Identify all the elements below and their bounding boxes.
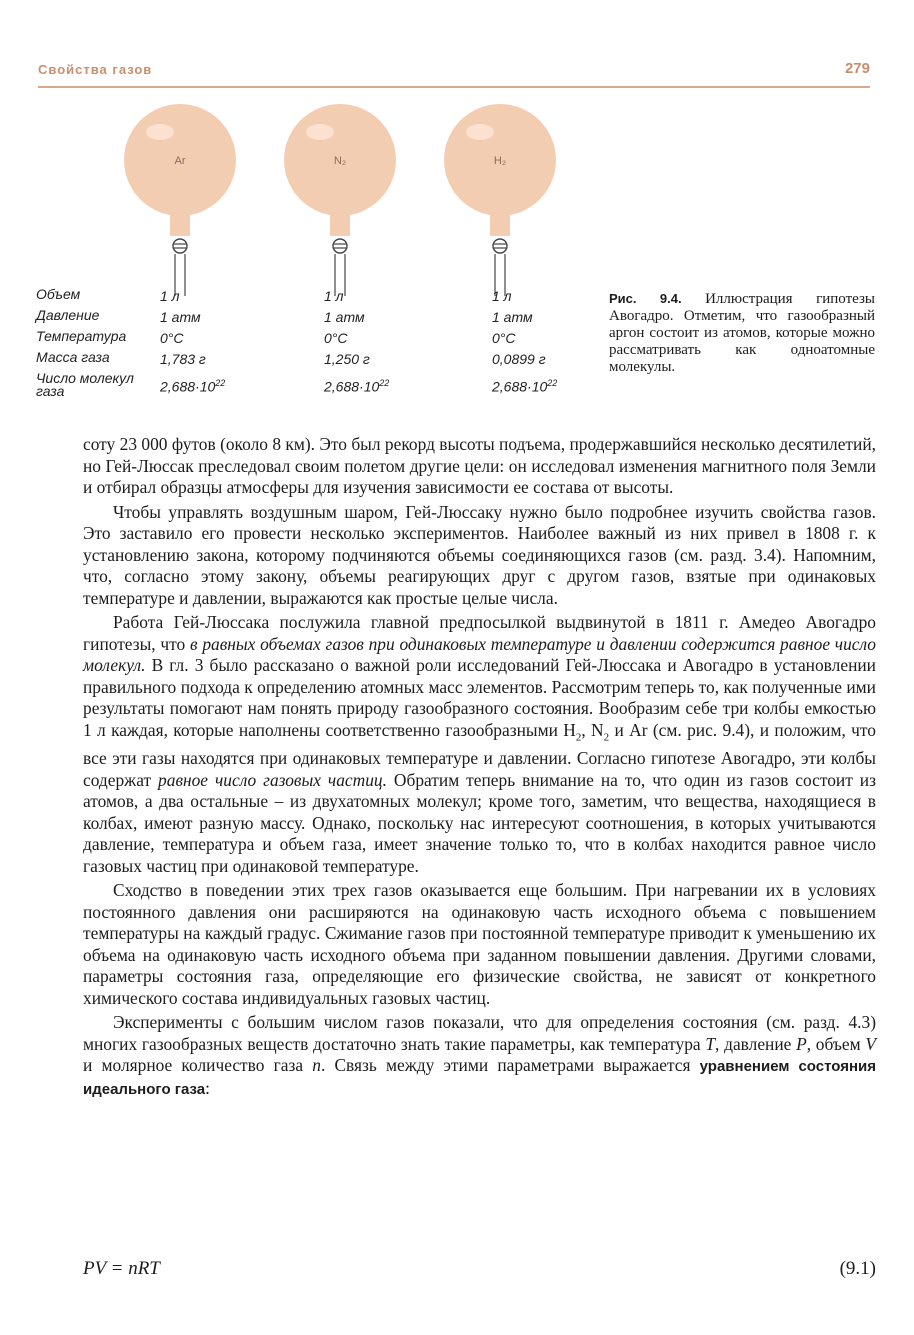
cell-ar-mantissa: 2,688·10 — [160, 378, 216, 395]
subscript: 2 — [575, 730, 582, 743]
text-run: H — [563, 719, 576, 740]
text-run: , давление — [715, 1033, 797, 1054]
header-rule — [38, 86, 870, 88]
text-run: и молярное количество газа — [83, 1055, 313, 1076]
flask-hydrogen-icon — [430, 98, 580, 298]
cell-n2: 1 атм — [324, 309, 365, 325]
paragraph: Чтобы управлять воздушным шаром, Гей-Люссаку нужно было подробнее изучить свойства газов. Это заставило его провести несколько экспериментов. Наиболее важный из них привел в 1808 г. к установлению закона, которому подчиняются объемы соединяющихся газов (см. разд. 3.4). Напомним, что, согласно этому закону, объемы реагирующих друг с другом газов, взятые при одинаковых температуре и давлении, выражаются как простые целые числа. — [83, 501, 876, 608]
table-row — [36, 309, 596, 329]
row-label: Масса газа — [36, 349, 110, 365]
row-label: Температура — [36, 328, 127, 344]
section-title: Свойства газов — [38, 62, 153, 77]
cell-h2: 0,0899 г — [492, 351, 546, 367]
paragraph: Сходство в поведении этих трех газов оказывается еще большим. При нагревании их в условиях постоянного давления они расширяются на одинаковую часть исходного объема с повышением температуры на каждый градус. Сжимание газов при постоянной температуре приводит к уменьшению их объема на одинаковую часть исходного объема при заданном повышении давления. Другими словами, параметры состояния газа, определяющие его физические свойства, не зависят от конкретного химического состава индивидуальных газовых частиц. — [83, 880, 876, 1008]
equation-expression: PV = nRT — [83, 1258, 160, 1279]
emphasis: равное число газовых частиц. — [158, 769, 387, 790]
cell-n2-exponent: 22 — [379, 378, 390, 388]
running-header — [38, 62, 870, 84]
equation — [83, 1258, 876, 1284]
row-label-line1: Число молекул — [36, 370, 134, 386]
subscript: 2 — [603, 730, 610, 743]
variable: V — [865, 1033, 876, 1054]
cell-n2: 1,250 г — [324, 351, 370, 367]
table-row — [36, 330, 596, 350]
page-number: 279 — [844, 60, 870, 77]
flask-nitrogen-icon — [270, 98, 420, 298]
row-label: Давление — [36, 307, 100, 323]
text-run: и Ar (см. рис. 9.4), и положим, что все эти газы находятся при одинаковых температуре и давлении. Согласно гипотезе Авогадро, эти колбы содержат — [83, 719, 876, 790]
cell-n2: 0°С — [324, 330, 348, 346]
table-row — [36, 288, 596, 308]
flask-argon — [110, 98, 260, 298]
key-term: уравнением состояния идеального газа — [83, 1058, 876, 1098]
emphasis: в равных объемах газов при одинаковых температуре и давлении содержится равное число молекул. — [83, 633, 877, 675]
cell-n2: 1 л — [324, 288, 344, 304]
row-label-line2: газа — [36, 383, 65, 399]
paragraph: соту 23 000 футов (около 8 км). Это был рекорд высоты подъема, продержавшийся несколько десятилетий, но Гей-Люссак преследовал своим полетом другие цели: он исследовал изменения магнитного поля Земли и отбирал образцы атмосферы для изучения зависимости ее состава от высоты. — [83, 434, 876, 497]
text-run: . Связь между этими параметрами выражается — [320, 1055, 700, 1076]
cell-ar — [160, 378, 225, 395]
text-run: , N — [581, 719, 604, 740]
cell-ar: 1 л — [160, 288, 180, 304]
text-run: В гл. 3 было рассказано о важной роли исследований Гей-Люссака и Авогадро в установлении правильного подхода к определению атомных масс элементов. Рассмотрим теперь то, как полученные ими результаты помогают нам понять природу газообразного состояния. Вообразим себе три колбы емкостью 1 л каждая, которые наполнены соответственно газообразными — [83, 655, 876, 740]
figure-caption — [609, 290, 875, 376]
flask-nitrogen — [270, 98, 420, 298]
cell-h2: 1 атм — [492, 309, 533, 325]
flask-label-h2: H₂ — [493, 155, 507, 167]
variable: T — [705, 1033, 716, 1054]
text-run: Обратим теперь внимание на то, что один из газов состоит из атомов, а два остальные – из двухатомных молекул; кроме того, заметим, что вещества, находящиеся в колбах, имеют разную массу. Однако, поскольку нас интересуют соотношения, в которых учитываются давление, температура и объем газа, имеет значение только то, что в колбах находится равное число газовых частиц при одинаковой температуре. — [83, 769, 876, 876]
cell-ar-exponent: 22 — [215, 378, 226, 388]
variable: n — [312, 1055, 321, 1076]
row-label — [36, 372, 166, 398]
text-run: : — [205, 1077, 210, 1098]
flask-label-n2: N₂ — [333, 155, 347, 167]
cell-h2-exponent: 22 — [547, 378, 558, 388]
paragraph — [83, 612, 876, 877]
caption-text: Иллюстрация гипотезы Авогадро. Отметим, что газообразный аргон состоит из атомов, которые можно рассматривать как одноатомные молекулы. — [609, 291, 875, 375]
flask-hydrogen — [430, 98, 580, 298]
equation-number: (9.1) — [839, 1258, 876, 1279]
paragraph — [83, 1012, 876, 1100]
cell-ar: 0°С — [160, 330, 184, 346]
body-text — [83, 434, 876, 1100]
flask-argon-icon — [110, 98, 260, 298]
row-label: Объем — [36, 286, 81, 302]
cell-ar: 1,783 г — [160, 351, 206, 367]
cell-h2: 0°С — [492, 330, 516, 346]
cell-ar: 1 атм — [160, 309, 201, 325]
cell-h2 — [492, 378, 557, 395]
cell-n2-mantissa: 2,688·10 — [324, 378, 380, 395]
cell-n2 — [324, 378, 389, 395]
flask-label-ar: Ar — [174, 155, 186, 167]
text-run: , объем — [806, 1033, 866, 1054]
variable: P — [796, 1033, 807, 1054]
caption-prefix: Рис. 9.4. — [609, 291, 682, 306]
text-run: Эксперименты с большим числом газов показали, что для определения состояния (см. разд. 4.3) многих газообразных веществ достаточно знать такие параметры, как температура — [83, 1012, 876, 1054]
cell-h2-mantissa: 2,688·10 — [492, 378, 548, 395]
text-run: Работа Гей-Люссака послужила главной предпосылкой выдвинутой в 1811 г. Амедео Авогадро гипотезы, что — [83, 612, 876, 654]
cell-h2: 1 л — [492, 288, 512, 304]
table-row — [36, 351, 596, 371]
table-row — [36, 372, 596, 402]
